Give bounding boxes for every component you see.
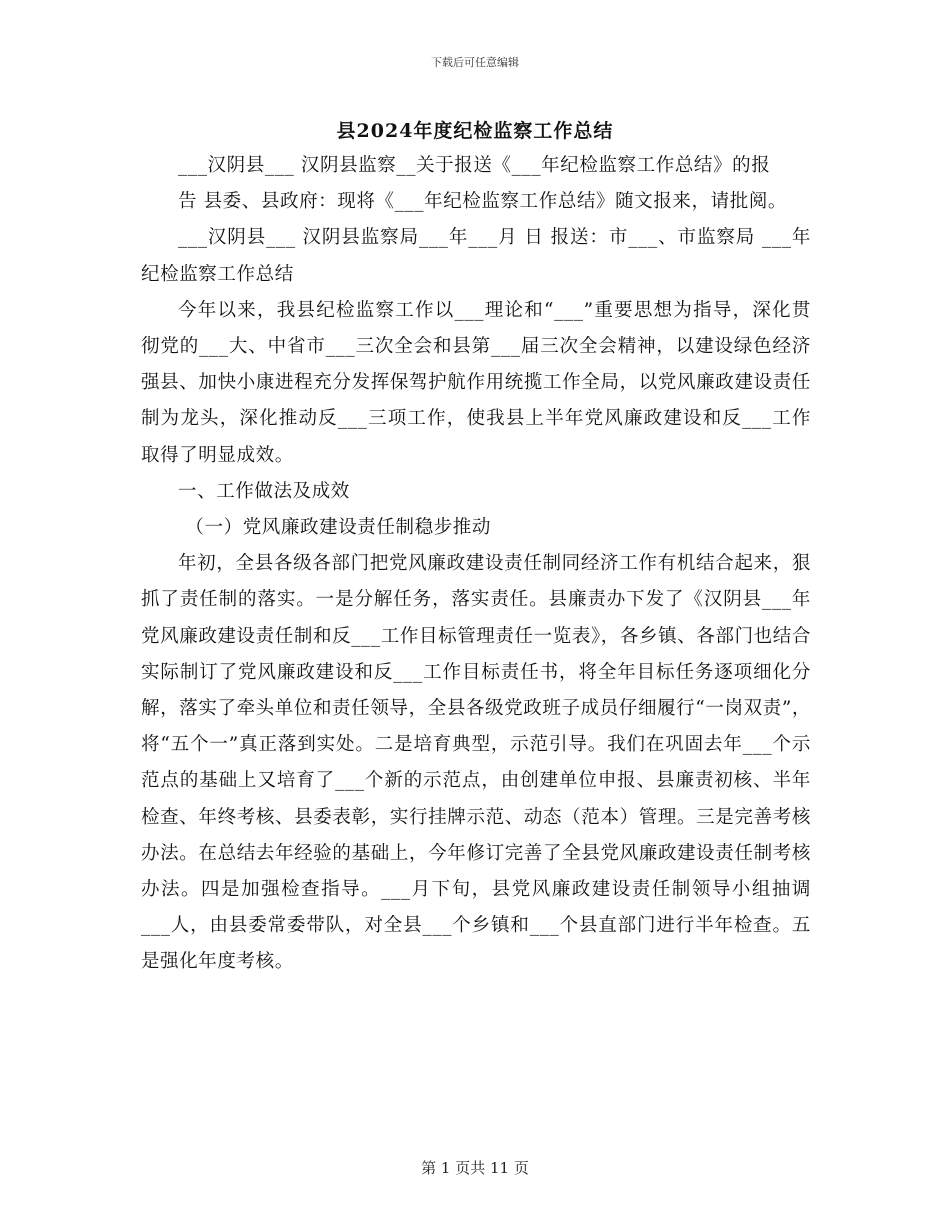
document-body	[141, 148, 811, 981]
document-title: 县2024年度纪检监察工作总结	[336, 120, 614, 142]
paragraph: ___汉阴县___ 汉阴县监察局___年___月 日 报送：市___、市监察局 ___年纪检监察工作总结	[141, 227, 811, 285]
paragraph: ___汉阴县___ 汉阴县监察__关于报送《___年纪检监察工作总结》的报	[178, 155, 771, 176]
section-heading: 一、工作做法及成效	[178, 480, 350, 502]
header-note: 下载后可任意编辑	[431, 56, 519, 69]
page-number: 第 1 页共 11 页	[421, 1159, 529, 1177]
subsection-heading: （一）党风廉政建设责任制稳步推动	[185, 517, 491, 539]
paragraph: 今年以来，我县纪检监察工作以___理论和“___”重要思想为指导，深化贯彻党的___大、中省市___三次全会和县第___届三次全会精神，以建设绿色经济强县、加快小康进程充分发挥保驾护航作用统揽工作全局，以党风廉政建设责任制为龙头，深化推动反___三项工作，使我县上半年党风廉政建设和反___工作取得了明显成效。	[141, 299, 811, 466]
paragraph: 年初，全县各级各部门把党风廉政建设责任制同经济工作有机结合起来，狠抓了责任制的落实。一是分解任务，落实责任。县廉责办下发了《汉阴县___年党风廉政建设责任制和反___工作目标管理责任一览表》，各乡镇、各部门也结合实际制订了党风廉政建设和反___工作目标责任书，将全年目标任务逐项细化分解，落实了牵头单位和责任领导，全县各级党政班子成员仔细履行“一岗双责”，将“五个一”真正落到实处。二是培育典型，示范引导。我们在巩固去年___个示范点的基础上又培育了___个新的示范点，由创建单位申报、县廉责初核、半年检查、年终考核、县委表彰，实行挂牌示范、动态（范本）管理。三是完善考核办法。在总结去年经验的基础上，今年修订完善了全县党风廉政建设责任制考核办法。四是加强检查指导。___月下旬，县党风廉政建设责任制领导小组抽调___人，由县委常委带队，对全县___个乡镇和___个县直部门进行半年检查。五是强化年度考核。	[141, 553, 811, 973]
paragraph: 告 县委、县政府：现将《___年纪检监察工作总结》随文报来，请批阅。	[178, 191, 788, 213]
